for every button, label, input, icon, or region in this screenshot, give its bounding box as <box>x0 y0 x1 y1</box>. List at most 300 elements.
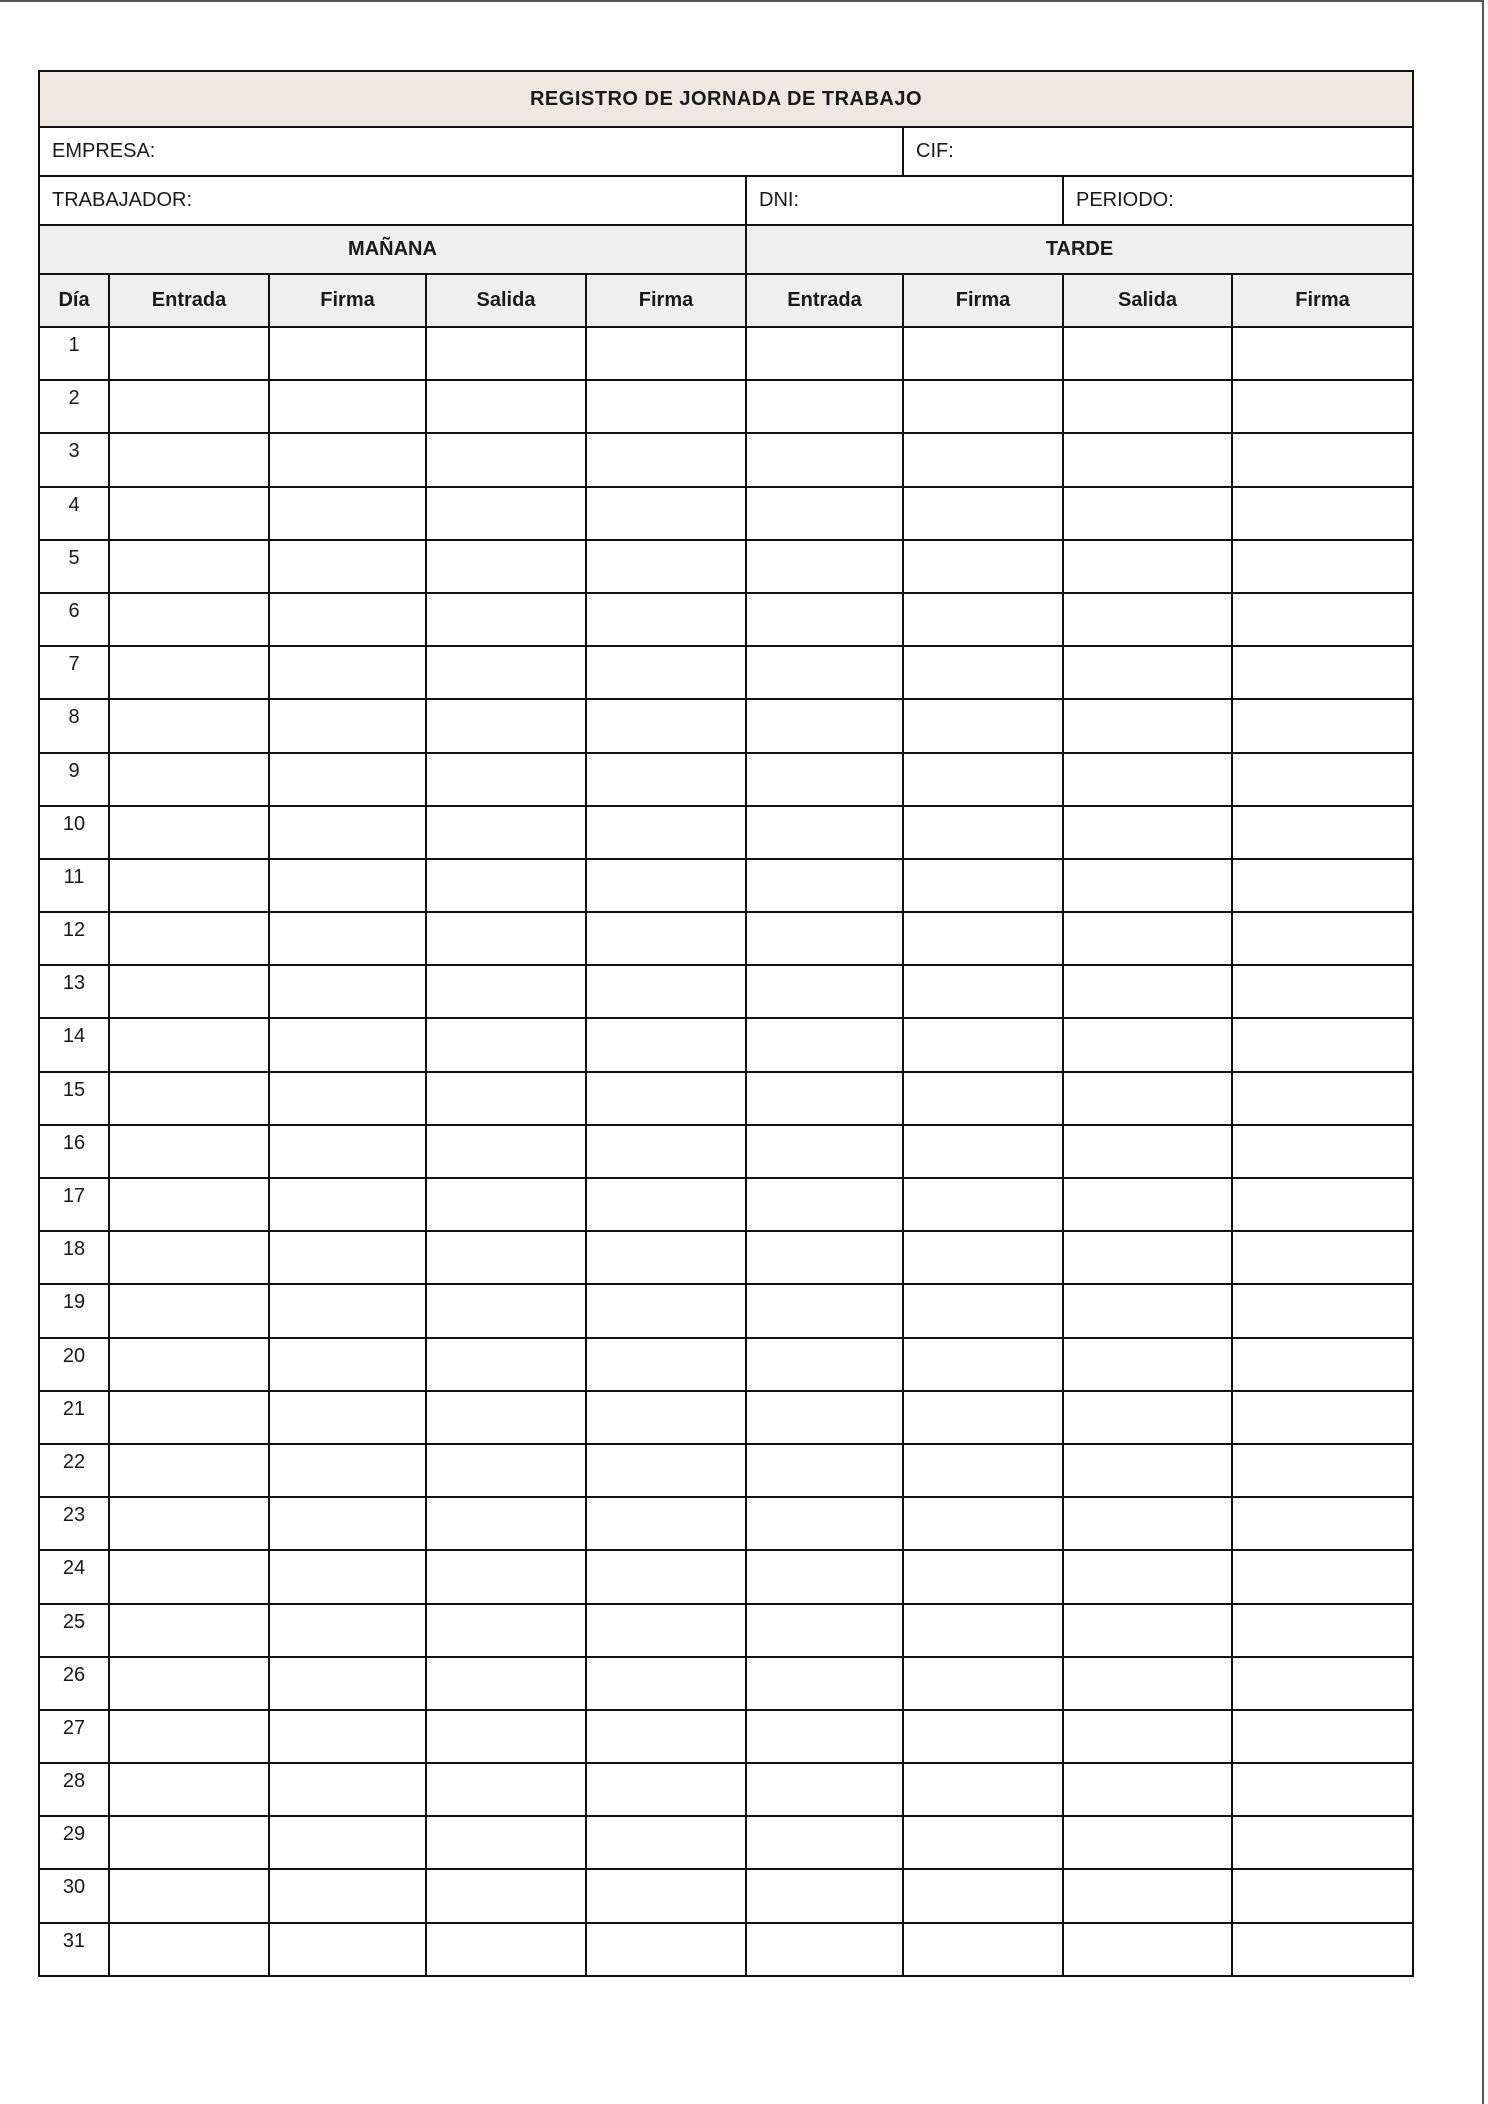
day-number: 10 <box>39 806 109 859</box>
salida-tarde-cell[interactable] <box>1063 1816 1232 1869</box>
firma-salida-tarde-cell[interactable] <box>1232 1710 1413 1763</box>
firma-entrada-manana-cell[interactable] <box>269 1657 426 1710</box>
entrada-tarde-cell[interactable] <box>746 1923 903 1976</box>
entrada-manana-cell[interactable] <box>109 1338 269 1391</box>
trabajador-row <box>39 176 1413 225</box>
entrada-tarde-cell[interactable] <box>746 1816 903 1869</box>
entrada-manana-cell[interactable] <box>109 1072 269 1125</box>
firma-salida-manana-cell[interactable] <box>586 540 746 593</box>
day-number: 8 <box>39 699 109 752</box>
entrada-tarde-cell[interactable] <box>746 380 903 433</box>
entrada-manana-cell[interactable] <box>109 1125 269 1178</box>
salida-manana-cell[interactable] <box>426 1710 586 1763</box>
firma-salida-tarde-cell[interactable] <box>1232 327 1413 380</box>
firma-entrada-tarde-cell[interactable] <box>903 912 1063 965</box>
firma-entrada-tarde-cell[interactable] <box>903 1284 1063 1337</box>
salida-manana-cell[interactable] <box>426 699 586 752</box>
entrada-tarde-cell[interactable] <box>746 646 903 699</box>
firma-salida-tarde-cell[interactable] <box>1232 859 1413 912</box>
firma-entrada-tarde-cell[interactable] <box>903 859 1063 912</box>
entrada-manana-cell[interactable] <box>109 859 269 912</box>
firma-entrada-tarde-cell[interactable] <box>903 540 1063 593</box>
firma-entrada-manana-cell[interactable] <box>269 753 426 806</box>
firma-entrada-manana-cell[interactable] <box>269 1923 426 1976</box>
day-number: 26 <box>39 1657 109 1710</box>
day-number: 1 <box>39 327 109 380</box>
entrada-manana-cell[interactable] <box>109 1763 269 1816</box>
firma-salida-manana-cell[interactable] <box>586 433 746 486</box>
table-row <box>39 1710 1413 1763</box>
salida-tarde-cell[interactable] <box>1063 1178 1232 1231</box>
entrada-tarde-cell[interactable] <box>746 859 903 912</box>
firma-salida-tarde-cell[interactable] <box>1232 433 1413 486</box>
day-number: 25 <box>39 1604 109 1657</box>
firma-entrada-tarde-cell[interactable] <box>903 1550 1063 1603</box>
salida-tarde-cell[interactable] <box>1063 1231 1232 1284</box>
salida-tarde-cell[interactable] <box>1063 380 1232 433</box>
section-tarde: TARDE <box>746 225 1413 274</box>
salida-tarde-cell[interactable] <box>1063 859 1232 912</box>
firma-salida-manana-cell[interactable] <box>586 965 746 1018</box>
entrada-manana-cell[interactable] <box>109 1231 269 1284</box>
firma-salida-manana-cell[interactable] <box>586 699 746 752</box>
firma-entrada-tarde-cell[interactable] <box>903 487 1063 540</box>
salida-manana-cell[interactable] <box>426 540 586 593</box>
column-header-firma-entrada-manana: Firma <box>269 274 426 327</box>
table-row <box>39 1763 1413 1816</box>
firma-salida-tarde-cell[interactable] <box>1232 1178 1413 1231</box>
firma-salida-manana-cell[interactable] <box>586 1604 746 1657</box>
entrada-tarde-cell[interactable] <box>746 1497 903 1550</box>
firma-salida-manana-cell[interactable] <box>586 1923 746 1976</box>
salida-manana-cell[interactable] <box>426 1923 586 1976</box>
salida-manana-cell[interactable] <box>426 1657 586 1710</box>
salida-tarde-cell[interactable] <box>1063 433 1232 486</box>
salida-tarde-cell[interactable] <box>1063 1444 1232 1497</box>
salida-tarde-cell[interactable] <box>1063 1284 1232 1337</box>
salida-manana-cell[interactable] <box>426 1018 586 1071</box>
entrada-tarde-cell[interactable] <box>746 1338 903 1391</box>
firma-salida-tarde-cell[interactable] <box>1232 540 1413 593</box>
firma-salida-manana-cell[interactable] <box>586 859 746 912</box>
day-number: 28 <box>39 1763 109 1816</box>
entrada-manana-cell[interactable] <box>109 753 269 806</box>
entrada-tarde-cell[interactable] <box>746 1604 903 1657</box>
salida-tarde-cell[interactable] <box>1063 1604 1232 1657</box>
firma-salida-tarde-cell[interactable] <box>1232 487 1413 540</box>
entrada-manana-cell[interactable] <box>109 327 269 380</box>
salida-tarde-cell[interactable] <box>1063 699 1232 752</box>
day-number: 21 <box>39 1391 109 1444</box>
day-number: 12 <box>39 912 109 965</box>
firma-entrada-tarde-cell[interactable] <box>903 1763 1063 1816</box>
firma-entrada-tarde-cell[interactable] <box>903 1125 1063 1178</box>
firma-entrada-tarde-cell[interactable] <box>903 1604 1063 1657</box>
firma-salida-tarde-cell[interactable] <box>1232 1018 1413 1071</box>
entrada-tarde-cell[interactable] <box>746 1284 903 1337</box>
salida-tarde-cell[interactable] <box>1063 327 1232 380</box>
entrada-tarde-cell[interactable] <box>746 965 903 1018</box>
firma-salida-tarde-cell[interactable] <box>1232 912 1413 965</box>
firma-salida-tarde-cell[interactable] <box>1232 1072 1413 1125</box>
entrada-manana-cell[interactable] <box>109 1178 269 1231</box>
firma-salida-tarde-cell[interactable] <box>1232 1550 1413 1603</box>
day-number: 7 <box>39 646 109 699</box>
firma-salida-tarde-cell[interactable] <box>1232 1444 1413 1497</box>
firma-entrada-manana-cell[interactable] <box>269 1072 426 1125</box>
column-header-entrada-manana: Entrada <box>109 274 269 327</box>
firma-entrada-tarde-cell[interactable] <box>903 1444 1063 1497</box>
firma-entrada-manana-cell[interactable] <box>269 1869 426 1922</box>
salida-tarde-cell[interactable] <box>1063 912 1232 965</box>
firma-entrada-tarde-cell[interactable] <box>903 699 1063 752</box>
firma-salida-tarde-cell[interactable] <box>1232 1497 1413 1550</box>
entrada-manana-cell[interactable] <box>109 1497 269 1550</box>
entrada-tarde-cell[interactable] <box>746 1710 903 1763</box>
firma-salida-manana-cell[interactable] <box>586 1125 746 1178</box>
firma-entrada-manana-cell[interactable] <box>269 327 426 380</box>
firma-entrada-tarde-cell[interactable] <box>903 646 1063 699</box>
salida-manana-cell[interactable] <box>426 1444 586 1497</box>
entrada-tarde-cell[interactable] <box>746 540 903 593</box>
table-row <box>39 327 1413 380</box>
entrada-tarde-cell[interactable] <box>746 327 903 380</box>
firma-entrada-manana-cell[interactable] <box>269 1550 426 1603</box>
entrada-tarde-cell[interactable] <box>746 1391 903 1444</box>
salida-tarde-cell[interactable] <box>1063 1391 1232 1444</box>
firma-entrada-manana-cell[interactable] <box>269 1816 426 1869</box>
firma-entrada-tarde-cell[interactable] <box>903 1072 1063 1125</box>
section-row <box>39 225 1413 274</box>
salida-manana-cell[interactable] <box>426 753 586 806</box>
firma-salida-tarde-cell[interactable] <box>1232 1657 1413 1710</box>
column-header-salida-tarde: Salida <box>1063 274 1232 327</box>
firma-salida-manana-cell[interactable] <box>586 1869 746 1922</box>
firma-entrada-tarde-cell[interactable] <box>903 1497 1063 1550</box>
firma-entrada-tarde-cell[interactable] <box>903 1923 1063 1976</box>
firma-salida-manana-cell[interactable] <box>586 912 746 965</box>
entrada-manana-cell[interactable] <box>109 1284 269 1337</box>
entrada-tarde-cell[interactable] <box>746 487 903 540</box>
firma-entrada-manana-cell[interactable] <box>269 1497 426 1550</box>
firma-salida-tarde-cell[interactable] <box>1232 1231 1413 1284</box>
firma-salida-tarde-cell[interactable] <box>1232 380 1413 433</box>
day-number: 15 <box>39 1072 109 1125</box>
salida-manana-cell[interactable] <box>426 965 586 1018</box>
day-number: 19 <box>39 1284 109 1337</box>
firma-salida-tarde-cell[interactable] <box>1232 593 1413 646</box>
entrada-tarde-cell[interactable] <box>746 1231 903 1284</box>
entrada-tarde-cell[interactable] <box>746 753 903 806</box>
entrada-manana-cell[interactable] <box>109 1391 269 1444</box>
entrada-manana-cell[interactable] <box>109 965 269 1018</box>
firma-entrada-manana-cell[interactable] <box>269 593 426 646</box>
firma-salida-manana-cell[interactable] <box>586 806 746 859</box>
firma-entrada-manana-cell[interactable] <box>269 380 426 433</box>
salida-manana-cell[interactable] <box>426 1391 586 1444</box>
firma-salida-manana-cell[interactable] <box>586 1338 746 1391</box>
day-number: 2 <box>39 380 109 433</box>
firma-entrada-manana-cell[interactable] <box>269 806 426 859</box>
firma-entrada-manana-cell[interactable] <box>269 540 426 593</box>
entrada-tarde-cell[interactable] <box>746 1444 903 1497</box>
column-header-row <box>39 274 1413 327</box>
table-row <box>39 859 1413 912</box>
salida-manana-cell[interactable] <box>426 1816 586 1869</box>
entrada-tarde-cell[interactable] <box>746 1550 903 1603</box>
firma-salida-tarde-cell[interactable] <box>1232 753 1413 806</box>
firma-salida-manana-cell[interactable] <box>586 1657 746 1710</box>
salida-manana-cell[interactable] <box>426 859 586 912</box>
salida-tarde-cell[interactable] <box>1063 1018 1232 1071</box>
salida-manana-cell[interactable] <box>426 1497 586 1550</box>
firma-salida-manana-cell[interactable] <box>586 1231 746 1284</box>
firma-salida-manana-cell[interactable] <box>586 1018 746 1071</box>
firma-salida-tarde-cell[interactable] <box>1232 1125 1413 1178</box>
entrada-tarde-cell[interactable] <box>746 699 903 752</box>
firma-entrada-manana-cell[interactable] <box>269 1391 426 1444</box>
firma-salida-manana-cell[interactable] <box>586 753 746 806</box>
trabajador-field[interactable]: TRABAJADOR: <box>39 176 746 225</box>
salida-tarde-cell[interactable] <box>1063 1923 1232 1976</box>
salida-manana-cell[interactable] <box>426 433 586 486</box>
salida-manana-cell[interactable] <box>426 1284 586 1337</box>
salida-tarde-cell[interactable] <box>1063 1338 1232 1391</box>
firma-salida-manana-cell[interactable] <box>586 327 746 380</box>
salida-tarde-cell[interactable] <box>1063 646 1232 699</box>
firma-salida-manana-cell[interactable] <box>586 1444 746 1497</box>
table-row <box>39 1657 1413 1710</box>
firma-salida-manana-cell[interactable] <box>586 487 746 540</box>
entrada-manana-cell[interactable] <box>109 1604 269 1657</box>
firma-salida-manana-cell[interactable] <box>586 1072 746 1125</box>
table-row <box>39 1923 1413 1976</box>
firma-salida-manana-cell[interactable] <box>586 646 746 699</box>
firma-entrada-manana-cell[interactable] <box>269 1710 426 1763</box>
salida-tarde-cell[interactable] <box>1063 593 1232 646</box>
salida-manana-cell[interactable] <box>426 646 586 699</box>
salida-tarde-cell[interactable] <box>1063 753 1232 806</box>
salida-tarde-cell[interactable] <box>1063 1072 1232 1125</box>
firma-entrada-tarde-cell[interactable] <box>903 1657 1063 1710</box>
salida-manana-cell[interactable] <box>426 912 586 965</box>
salida-tarde-cell[interactable] <box>1063 1550 1232 1603</box>
salida-manana-cell[interactable] <box>426 487 586 540</box>
day-number: 3 <box>39 433 109 486</box>
entrada-manana-cell[interactable] <box>109 1923 269 1976</box>
entrada-manana-cell[interactable] <box>109 912 269 965</box>
firma-entrada-tarde-cell[interactable] <box>903 380 1063 433</box>
salida-tarde-cell[interactable] <box>1063 965 1232 1018</box>
entrada-tarde-cell[interactable] <box>746 1018 903 1071</box>
salida-manana-cell[interactable] <box>426 1072 586 1125</box>
empresa-row <box>39 127 1413 176</box>
salida-manana-cell[interactable] <box>426 1550 586 1603</box>
firma-salida-manana-cell[interactable] <box>586 593 746 646</box>
firma-entrada-tarde-cell[interactable] <box>903 1710 1063 1763</box>
salida-manana-cell[interactable] <box>426 1178 586 1231</box>
firma-entrada-tarde-cell[interactable] <box>903 1338 1063 1391</box>
firma-salida-manana-cell[interactable] <box>586 380 746 433</box>
entrada-manana-cell[interactable] <box>109 380 269 433</box>
salida-tarde-cell[interactable] <box>1063 1710 1232 1763</box>
table-row <box>39 540 1413 593</box>
salida-tarde-cell[interactable] <box>1063 1657 1232 1710</box>
entrada-tarde-cell[interactable] <box>746 433 903 486</box>
salida-tarde-cell[interactable] <box>1063 1763 1232 1816</box>
firma-salida-tarde-cell[interactable] <box>1232 1923 1413 1976</box>
salida-tarde-cell[interactable] <box>1063 806 1232 859</box>
table-row <box>39 1338 1413 1391</box>
firma-entrada-manana-cell[interactable] <box>269 1018 426 1071</box>
firma-salida-manana-cell[interactable] <box>586 1550 746 1603</box>
day-number: 11 <box>39 859 109 912</box>
firma-salida-tarde-cell[interactable] <box>1232 806 1413 859</box>
firma-salida-tarde-cell[interactable] <box>1232 1869 1413 1922</box>
salida-tarde-cell[interactable] <box>1063 1869 1232 1922</box>
table-row <box>39 1391 1413 1444</box>
salida-manana-cell[interactable] <box>426 1338 586 1391</box>
entrada-tarde-cell[interactable] <box>746 1869 903 1922</box>
salida-manana-cell[interactable] <box>426 1869 586 1922</box>
entrada-tarde-cell[interactable] <box>746 1125 903 1178</box>
firma-salida-manana-cell[interactable] <box>586 1178 746 1231</box>
firma-entrada-tarde-cell[interactable] <box>903 433 1063 486</box>
table-row <box>39 1178 1413 1231</box>
firma-entrada-manana-cell[interactable] <box>269 965 426 1018</box>
firma-entrada-manana-cell[interactable] <box>269 699 426 752</box>
salida-manana-cell[interactable] <box>426 1125 586 1178</box>
table-row <box>39 1816 1413 1869</box>
firma-salida-manana-cell[interactable] <box>586 1284 746 1337</box>
firma-salida-tarde-cell[interactable] <box>1232 1604 1413 1657</box>
firma-salida-manana-cell[interactable] <box>586 1497 746 1550</box>
table-row <box>39 753 1413 806</box>
column-header-firma-salida-manana: Firma <box>586 274 746 327</box>
firma-salida-manana-cell[interactable] <box>586 1391 746 1444</box>
firma-salida-manana-cell[interactable] <box>586 1710 746 1763</box>
day-number: 27 <box>39 1710 109 1763</box>
entrada-manana-cell[interactable] <box>109 1444 269 1497</box>
firma-salida-tarde-cell[interactable] <box>1232 965 1413 1018</box>
firma-salida-tarde-cell[interactable] <box>1232 1816 1413 1869</box>
entrada-manana-cell[interactable] <box>109 646 269 699</box>
timesheet-table <box>38 70 1414 1977</box>
entrada-manana-cell[interactable] <box>109 806 269 859</box>
entrada-manana-cell[interactable] <box>109 487 269 540</box>
entrada-tarde-cell[interactable] <box>746 912 903 965</box>
entrada-manana-cell[interactable] <box>109 1018 269 1071</box>
firma-entrada-tarde-cell[interactable] <box>903 965 1063 1018</box>
firma-entrada-tarde-cell[interactable] <box>903 593 1063 646</box>
firma-entrada-manana-cell[interactable] <box>269 1338 426 1391</box>
firma-entrada-manana-cell[interactable] <box>269 1284 426 1337</box>
salida-manana-cell[interactable] <box>426 1231 586 1284</box>
entrada-tarde-cell[interactable] <box>746 1657 903 1710</box>
periodo-field[interactable]: PERIODO: <box>1063 176 1413 225</box>
firma-salida-manana-cell[interactable] <box>586 1763 746 1816</box>
firma-entrada-manana-cell[interactable] <box>269 433 426 486</box>
firma-salida-tarde-cell[interactable] <box>1232 646 1413 699</box>
salida-tarde-cell[interactable] <box>1063 487 1232 540</box>
firma-salida-tarde-cell[interactable] <box>1232 1763 1413 1816</box>
entrada-manana-cell[interactable] <box>109 1869 269 1922</box>
salida-manana-cell[interactable] <box>426 806 586 859</box>
firma-entrada-manana-cell[interactable] <box>269 1763 426 1816</box>
entrada-manana-cell[interactable] <box>109 1710 269 1763</box>
entrada-tarde-cell[interactable] <box>746 593 903 646</box>
entrada-manana-cell[interactable] <box>109 433 269 486</box>
entrada-tarde-cell[interactable] <box>746 1178 903 1231</box>
firma-entrada-tarde-cell[interactable] <box>903 1391 1063 1444</box>
entrada-manana-cell[interactable] <box>109 1816 269 1869</box>
salida-tarde-cell[interactable] <box>1063 1125 1232 1178</box>
firma-entrada-tarde-cell[interactable] <box>903 1816 1063 1869</box>
firma-entrada-tarde-cell[interactable] <box>903 1231 1063 1284</box>
day-number: 18 <box>39 1231 109 1284</box>
entrada-tarde-cell[interactable] <box>746 1763 903 1816</box>
entrada-manana-cell[interactable] <box>109 1657 269 1710</box>
firma-entrada-manana-cell[interactable] <box>269 646 426 699</box>
day-number: 6 <box>39 593 109 646</box>
day-number: 5 <box>39 540 109 593</box>
table-row <box>39 1550 1413 1603</box>
firma-entrada-tarde-cell[interactable] <box>903 1178 1063 1231</box>
firma-entrada-manana-cell[interactable] <box>269 487 426 540</box>
firma-entrada-manana-cell[interactable] <box>269 1444 426 1497</box>
firma-entrada-tarde-cell[interactable] <box>903 327 1063 380</box>
firma-salida-tarde-cell[interactable] <box>1232 699 1413 752</box>
firma-entrada-tarde-cell[interactable] <box>903 1869 1063 1922</box>
column-header-salida-manana: Salida <box>426 274 586 327</box>
entrada-tarde-cell[interactable] <box>746 1072 903 1125</box>
firma-entrada-tarde-cell[interactable] <box>903 806 1063 859</box>
firma-entrada-manana-cell[interactable] <box>269 1231 426 1284</box>
dni-field[interactable]: DNI: <box>746 176 1063 225</box>
firma-entrada-tarde-cell[interactable] <box>903 1018 1063 1071</box>
firma-salida-manana-cell[interactable] <box>586 1816 746 1869</box>
salida-manana-cell[interactable] <box>426 593 586 646</box>
firma-entrada-tarde-cell[interactable] <box>903 753 1063 806</box>
table-row <box>39 433 1413 486</box>
salida-tarde-cell[interactable] <box>1063 540 1232 593</box>
empresa-field[interactable]: EMPRESA: <box>39 127 903 176</box>
firma-entrada-manana-cell[interactable] <box>269 1604 426 1657</box>
entrada-manana-cell[interactable] <box>109 699 269 752</box>
entrada-manana-cell[interactable] <box>109 1550 269 1603</box>
salida-manana-cell[interactable] <box>426 327 586 380</box>
cif-field[interactable]: CIF: <box>903 127 1413 176</box>
firma-entrada-manana-cell[interactable] <box>269 912 426 965</box>
table-row <box>39 806 1413 859</box>
entrada-tarde-cell[interactable] <box>746 806 903 859</box>
firma-entrada-manana-cell[interactable] <box>269 859 426 912</box>
salida-manana-cell[interactable] <box>426 1763 586 1816</box>
firma-salida-tarde-cell[interactable] <box>1232 1284 1413 1337</box>
salida-tarde-cell[interactable] <box>1063 1497 1232 1550</box>
table-row <box>39 1444 1413 1497</box>
entrada-manana-cell[interactable] <box>109 540 269 593</box>
firma-salida-tarde-cell[interactable] <box>1232 1391 1413 1444</box>
table-row <box>39 593 1413 646</box>
firma-salida-tarde-cell[interactable] <box>1232 1338 1413 1391</box>
firma-entrada-manana-cell[interactable] <box>269 1178 426 1231</box>
day-number: 30 <box>39 1869 109 1922</box>
firma-entrada-manana-cell[interactable] <box>269 1125 426 1178</box>
entrada-manana-cell[interactable] <box>109 593 269 646</box>
salida-manana-cell[interactable] <box>426 380 586 433</box>
salida-manana-cell[interactable] <box>426 1604 586 1657</box>
